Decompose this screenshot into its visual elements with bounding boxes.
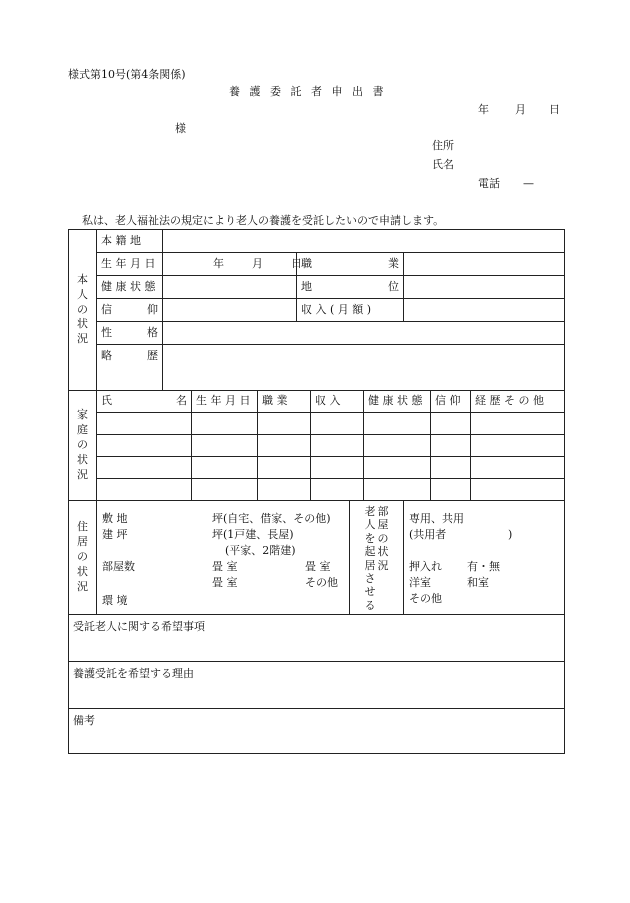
remarks-field[interactable] [69, 709, 565, 754]
housing-section-label: 住 居 の 状 況 [69, 501, 97, 615]
room-status-label: 老 人 を 起 居 さ せ る 部 屋 の 状 況 [350, 501, 404, 615]
domicile-field[interactable] [163, 230, 565, 253]
form-number: 様式第10号(第4条関係) [68, 68, 186, 81]
family-header-history: 経 歴 そ の 他 [471, 391, 565, 413]
addressee-suffix: 様 [175, 122, 186, 135]
phone-label: 電話 [478, 177, 500, 190]
family-header-occupation: 職 業 [258, 391, 311, 413]
history-field[interactable] [163, 345, 565, 391]
application-form-table [68, 229, 565, 754]
family-header-name: 氏 名 [97, 391, 192, 413]
application-statement: 私は、老人福祉法の規定により老人の養護を受託したいので申請します。 [82, 214, 445, 227]
position-label: 地 位 [297, 276, 404, 299]
health-field[interactable] [163, 276, 297, 299]
requests-field[interactable] [69, 615, 565, 662]
address-label: 住所 [432, 139, 454, 152]
family-row [69, 413, 565, 435]
room-status-details[interactable]: 専用、共用 (共用者 ) 押入れ 有・無 洋室 和室 その他 [404, 501, 565, 615]
birthdate-field[interactable]: 年 月 日 [163, 253, 297, 276]
name-label: 氏名 [432, 158, 454, 171]
family-row [69, 457, 565, 479]
date-day-label: 日 [549, 103, 560, 116]
religion-field[interactable] [163, 299, 297, 322]
history-label: 略 歴 [97, 345, 163, 391]
income-field[interactable] [404, 299, 565, 322]
phone-dash: — [523, 177, 534, 190]
family-header-religion: 信 仰 [431, 391, 471, 413]
family-header-income: 収 入 [311, 391, 364, 413]
family-row [69, 479, 565, 501]
position-field[interactable] [404, 276, 565, 299]
personality-field[interactable] [163, 322, 565, 345]
family-header-birthdate: 生 年 月 日 [192, 391, 258, 413]
income-label: 収 入 ( 月 額 ) [297, 299, 404, 322]
remarks-label: 備考 [73, 714, 95, 727]
family-section-label: 家 庭 の 状 況 [69, 391, 97, 501]
date-year-label: 年 [478, 103, 489, 116]
family-row [69, 435, 565, 457]
health-label: 健 康 状 態 [97, 276, 163, 299]
occupation-field[interactable] [404, 253, 565, 276]
reason-label: 養護受託を希望する理由 [73, 667, 194, 680]
birthdate-label: 生 年 月 日 [97, 253, 163, 276]
page-title: 養 護 委 託 者 申 出 書 [229, 85, 387, 98]
domicile-label: 本 籍 地 [97, 230, 163, 253]
self-section-label: 本 人 の 状 況 [69, 230, 97, 391]
family-header-health: 健 康 状 態 [364, 391, 431, 413]
housing-details[interactable]: 敷 地 坪(自宅、借家、その他) 建 坪 坪(1戸建、長屋) (平家、2階建) 部屋数 畳 室 畳 室 畳 室 その他 環 境 [97, 501, 350, 615]
occupation-label: 職 業 [297, 253, 404, 276]
reason-field[interactable] [69, 662, 565, 709]
requests-label: 受託老人に関する希望事項 [73, 620, 205, 633]
personality-label: 性 格 [97, 322, 163, 345]
date-month-label: 月 [515, 103, 526, 116]
religion-label: 信 仰 [97, 299, 163, 322]
